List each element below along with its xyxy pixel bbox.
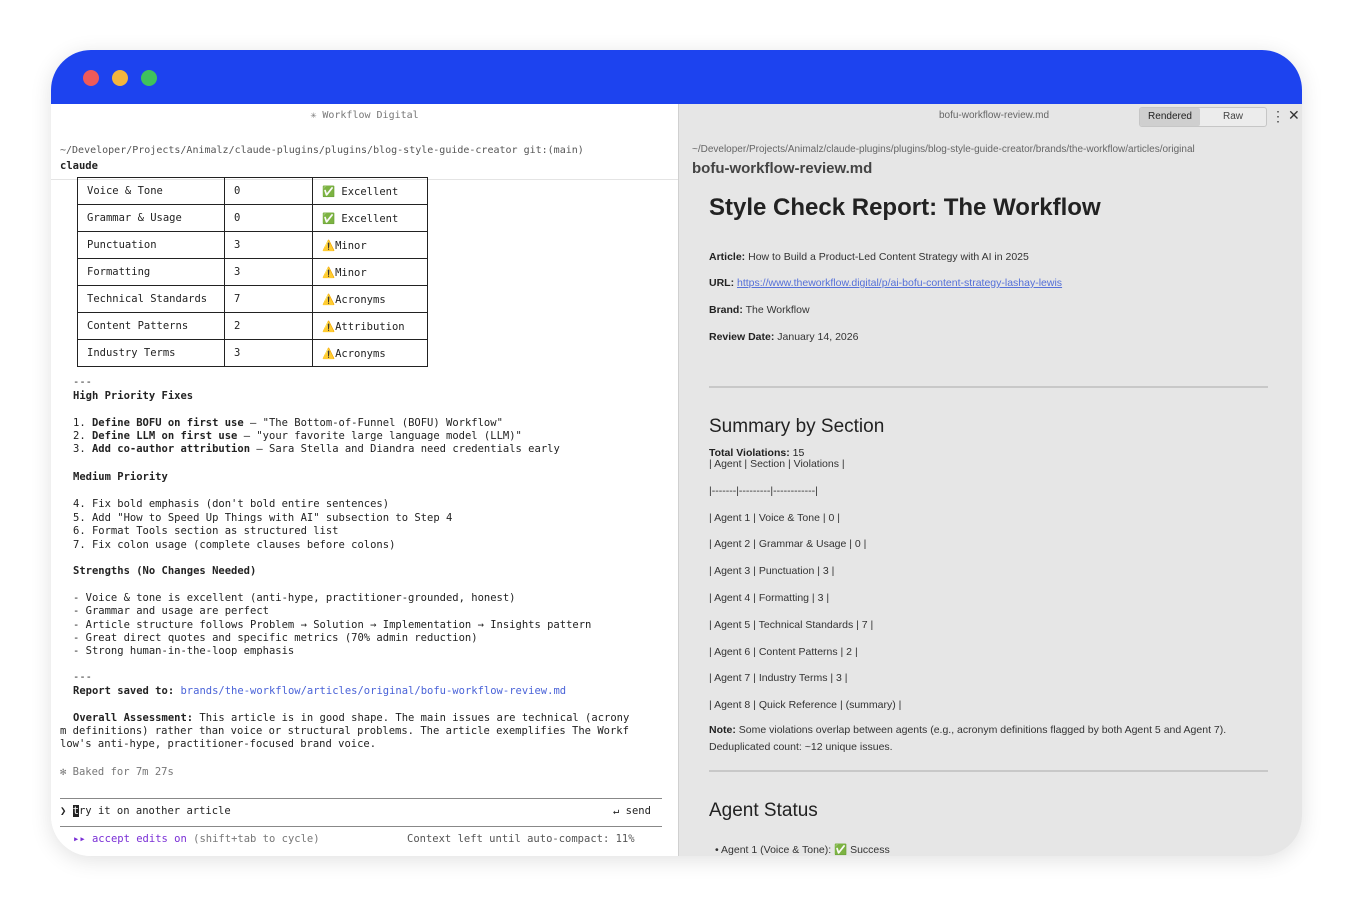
summary-heading: Summary by Section xyxy=(709,416,885,437)
mode-text: accept edits on xyxy=(91,833,187,845)
item-number: 1. xyxy=(73,417,86,429)
assessment-line-3: low's anti-hype, practitioner-focused brand voice. xyxy=(60,738,377,750)
strength-item: - Strong human-in-the-loop emphasis xyxy=(73,645,295,658)
strength-item: - Voice & tone is excellent (anti-hype, practitioner-grounded, honest) xyxy=(73,592,516,604)
minimize-window-button[interactable] xyxy=(112,70,128,86)
brand-value: The Workflow xyxy=(742,304,810,316)
table-cell-section: Punctuation xyxy=(78,232,225,259)
table-cell-count: 0 xyxy=(225,178,313,205)
strengths-heading: Strengths (No Changes Needed) xyxy=(73,565,257,577)
viewer-title: bofu-workflow-review.md xyxy=(938,110,1050,121)
tab-rendered[interactable]: Rendered xyxy=(1140,108,1200,126)
table-cell-status: ⚠️Minor xyxy=(313,232,428,259)
summary-table-line: |-------|---------|------------| xyxy=(709,484,818,497)
send-hint[interactable]: ↵ send xyxy=(613,805,651,817)
article-line xyxy=(709,251,1029,263)
medium-priority-item: 4. Fix bold emphasis (don't bold entire sentences) xyxy=(73,498,390,510)
table-row xyxy=(78,340,428,367)
item-text: — "The Bottom-of-Funnel (BOFU) Workflow" xyxy=(243,417,503,429)
bullet-icon: • xyxy=(715,844,719,856)
close-icon[interactable]: ✕ xyxy=(1288,107,1300,123)
table-cell-count: 3 xyxy=(225,259,313,286)
prompt-border-bottom xyxy=(60,826,662,827)
summary-table-line: | Agent 6 | Content Patterns | 2 | xyxy=(709,645,858,658)
table-cell-section: Formatting xyxy=(78,259,225,286)
table-cell-status: ⚠️Minor xyxy=(313,259,428,286)
item-number: 2. xyxy=(73,430,86,442)
table-row xyxy=(78,313,428,340)
table-cell-status: ⚠️Acronyms xyxy=(313,340,428,367)
close-window-button[interactable] xyxy=(83,70,99,86)
strength-item: - Great direct quotes and specific metrics (70% admin reduction) xyxy=(73,631,478,644)
summary-table-line: | Agent | Section | Violations | xyxy=(709,458,845,470)
item-text: — "your favorite large language model (LLM)" xyxy=(237,430,522,442)
report-saved-line xyxy=(73,685,566,697)
table-cell-count: 7 xyxy=(225,286,313,313)
article-value: How to Build a Product-Led Content Strategy with AI in 2025 xyxy=(745,251,1029,263)
review-date-value: January 14, 2026 xyxy=(774,331,859,343)
table-cell-section: Grammar & Usage xyxy=(78,205,225,232)
high-priority-item xyxy=(73,417,503,429)
table-cell-status: ⚠️Attribution xyxy=(313,313,428,340)
maximize-window-button[interactable] xyxy=(141,70,157,86)
markdown-viewer-pane[interactable] xyxy=(678,104,1302,856)
table-cell-status: ⚠️Acronyms xyxy=(313,286,428,313)
high-priority-item xyxy=(73,443,560,455)
url-label: URL: xyxy=(709,277,735,289)
more-options-icon[interactable]: ⋮ xyxy=(1271,108,1285,124)
note-text: Some violations overlap between agents (e.g., acronym definitions flagged by both Agent 5 and Agent 7). xyxy=(735,724,1227,736)
summary-table-line: | Agent 2 | Grammar & Usage | 0 | xyxy=(709,538,867,551)
high-priority-item xyxy=(73,430,522,442)
summary-table-line: | Agent 8 | Quick Reference | (summary) | xyxy=(709,699,902,712)
high-priority-heading: High Priority Fixes xyxy=(73,390,194,402)
summary-table-line: | Agent 7 | Industry Terms | 3 | xyxy=(709,672,848,685)
table-row xyxy=(78,232,428,259)
document-title: Style Check Report: The Workflow xyxy=(709,194,1101,221)
table-cell-count: 0 xyxy=(225,205,313,232)
table-row xyxy=(78,286,428,313)
strength-item: - Grammar and usage are perfect xyxy=(73,605,269,618)
item-bold-text: Define BOFU on first use xyxy=(91,417,244,429)
item-number: 3. xyxy=(73,443,86,455)
total-violations-value: 15 xyxy=(789,447,805,457)
note-line xyxy=(709,724,1226,736)
prompt-chevron-icon: ❯ xyxy=(60,805,67,817)
table-cell-section: Technical Standards xyxy=(78,286,225,313)
assessment-line-1 xyxy=(73,712,629,724)
section-summary-table xyxy=(77,177,428,367)
agent-status-text: Agent 1 (Voice & Tone): ✅ Success xyxy=(721,844,890,856)
terminal-command: claude xyxy=(60,160,98,172)
strength-item: - Article structure follows Problem → Solution → Implementation → Insights pattern xyxy=(73,618,592,631)
file-name: bofu-workflow-review.md xyxy=(692,160,873,177)
summary-table-line: | Agent 3 | Punctuation | 3 | xyxy=(709,565,835,578)
brand-label: Brand: xyxy=(709,304,743,316)
file-path: ~/Developer/Projects/Animalz/claude-plugins/plugins/blog-style-guide-creator/brands/the-workflow/articles/original xyxy=(692,144,1195,155)
table-cell-status: ✅ Excellent xyxy=(313,205,428,232)
assessment-line-2: m definitions) rather than voice or structural problems. The article exemplifies The Workf xyxy=(60,725,629,737)
terminal-path: ~/Developer/Projects/Animalz/claude-plugins/plugins/blog-style-guide-creator git:(main) xyxy=(60,145,584,156)
table-cell-count: 2 xyxy=(225,313,313,340)
horizontal-rule xyxy=(709,386,1268,388)
medium-priority-heading: Medium Priority xyxy=(73,471,168,483)
medium-priority-item: 6. Format Tools section as structured list xyxy=(73,525,339,537)
summary-table-line: | Agent 1 | Voice & Tone | 0 | xyxy=(709,511,840,524)
report-path-link[interactable]: brands/the-workflow/articles/original/bofu-workflow-review.md xyxy=(180,685,567,697)
prompt-border-top xyxy=(60,798,662,799)
baked-timer: ✻ Baked for 7m 27s xyxy=(60,766,174,778)
agent-status-heading: Agent Status xyxy=(709,800,818,821)
review-date-label: Review Date: xyxy=(709,331,775,343)
table-cell-section: Industry Terms xyxy=(78,340,225,367)
table-cell-section: Content Patterns xyxy=(78,313,225,340)
assessment-text: This article is in good shape. The main issues are technical (acrony xyxy=(193,712,630,724)
article-label: Article: xyxy=(709,251,746,263)
horizontal-rule xyxy=(709,770,1268,772)
table-cell-section: Voice & Tone xyxy=(78,178,225,205)
agent-status-item xyxy=(715,843,890,856)
table-row xyxy=(78,178,428,205)
view-mode-toggle[interactable] xyxy=(1139,107,1267,127)
note-label: Note: xyxy=(709,724,736,736)
summary-table-line: | Agent 4 | Formatting | 3 | xyxy=(709,592,830,604)
item-bold-text: Add co-author attribution xyxy=(91,443,251,455)
review-date-line xyxy=(709,331,858,343)
total-violations-line xyxy=(709,447,804,457)
mode-status[interactable] xyxy=(73,833,320,845)
article-url-link[interactable]: https://www.theworkflow.digital/p/ai-bofu-content-strategy-lashay-lewis xyxy=(737,277,1063,289)
table-row xyxy=(78,259,428,286)
table-cell-count: 3 xyxy=(225,340,313,367)
table-cell-count: 3 xyxy=(225,232,313,259)
mode-arrows-icon: ▸▸ xyxy=(73,833,86,845)
mode-hint: (shift+tab to cycle) xyxy=(193,833,320,845)
terminal-pane[interactable] xyxy=(51,104,678,856)
app-window xyxy=(51,50,1302,856)
prompt-text: ry it on another article xyxy=(78,805,231,817)
assessment-label: Overall Assessment: xyxy=(73,712,194,724)
total-violations-label: Total Violations: xyxy=(709,447,790,457)
medium-priority-item: 5. Add "How to Speed Up Things with AI" subsection to Step 4 xyxy=(73,511,453,524)
text-cursor: t xyxy=(72,805,79,817)
tab-raw[interactable]: Raw xyxy=(1222,111,1243,122)
prompt-input[interactable] xyxy=(60,805,231,817)
note-line-2: Deduplicated count: ~12 unique issues. xyxy=(709,741,893,753)
url-line xyxy=(709,277,1062,289)
report-label: Report saved to: xyxy=(73,685,175,697)
divider-text: --- xyxy=(73,376,92,388)
table-cell-status: ✅ Excellent xyxy=(313,178,428,205)
brand-line xyxy=(709,304,810,316)
medium-priority-item: 7. Fix colon usage (complete clauses before colons) xyxy=(73,538,396,551)
summary-table-line: | Agent 5 | Technical Standards | 7 | xyxy=(709,618,874,631)
window-titlebar xyxy=(51,50,1302,104)
item-text: — Sara Stella and Diandra need credentials early xyxy=(250,443,560,455)
item-bold-text: Define LLM on first use xyxy=(91,430,238,442)
context-status: Context left until auto-compact: 11% xyxy=(407,833,635,845)
terminal-title: ✳ Workflow Digital xyxy=(310,110,419,121)
table-row xyxy=(78,205,428,232)
divider-text: --- xyxy=(73,671,92,683)
